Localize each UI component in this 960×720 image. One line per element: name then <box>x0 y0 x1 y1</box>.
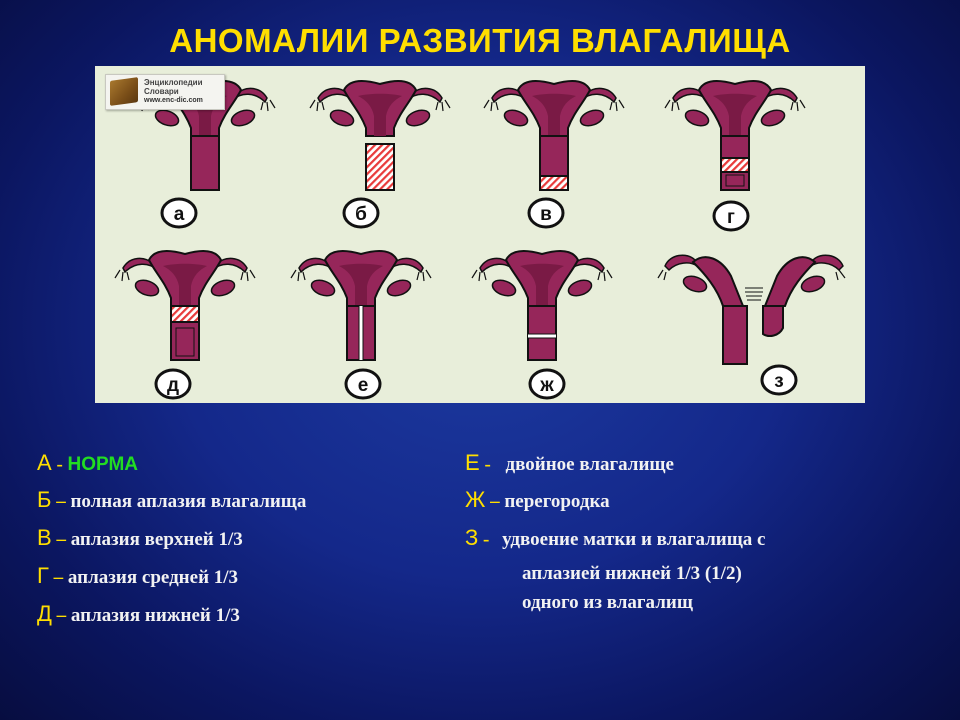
panel-label-v-text: в <box>540 204 552 225</box>
panel-label-g-text: г <box>727 207 735 228</box>
legend-item-v <box>37 525 243 551</box>
legend-letter: Г <box>37 563 49 588</box>
legend-item-e <box>465 450 674 476</box>
panel-label-z-text: з <box>774 371 784 392</box>
legend-letter: З <box>465 525 479 550</box>
watermark-line1: Энциклопедии <box>144 78 203 87</box>
panel-b-complete-aplasia <box>310 81 450 190</box>
legend-item-z <box>465 525 765 551</box>
legend-sep: - <box>56 454 63 475</box>
legend-sep: – <box>53 567 64 588</box>
legend-item-z-line3: одного из влагалищ <box>522 592 693 613</box>
slide-title: АНОМАЛИИ РАЗВИТИЯ ВЛАГАЛИЩА <box>169 22 791 59</box>
panel-g-middle-aplasia <box>665 81 805 190</box>
legend-text: перегородка <box>504 491 610 512</box>
legend-letter: Д <box>37 601 52 626</box>
legend-text: удвоение матки и влагалища с <box>502 529 766 550</box>
panel-label-e <box>346 370 380 398</box>
legend-sep: – <box>56 491 66 512</box>
watermark-line2: Словари <box>144 87 179 96</box>
legend-letter: Б <box>37 487 52 512</box>
panel-label-z <box>762 366 796 394</box>
panel-label-d <box>156 370 190 398</box>
panel-label-e-text: е <box>357 375 369 396</box>
legend-item-z-line2: аплазией нижней 1/3 (1/2) <box>522 563 742 584</box>
panel-v-upper-aplasia <box>484 81 624 190</box>
legend-letter: В <box>37 525 52 550</box>
legend-letter: Ж <box>465 487 486 512</box>
panel-label-zh-text: ж <box>540 375 554 396</box>
panel-label-a <box>162 199 196 227</box>
legend-text: полная аплазия влагалища <box>70 491 307 512</box>
panel-label-v <box>529 199 563 227</box>
anomalies-diagram <box>95 66 865 403</box>
watermark-logo <box>105 74 225 110</box>
watermark-url: www.enc-dic.com <box>144 97 203 104</box>
panel-zh-septum <box>472 251 612 360</box>
legend-item-b <box>37 487 306 513</box>
legend-letter: Е <box>465 450 480 475</box>
legend-letter: А <box>37 450 52 475</box>
legend-item-zh <box>465 487 610 513</box>
panel-label-b-text: б <box>355 204 367 225</box>
legend-sep: - <box>483 529 490 550</box>
panel-label-zh <box>530 370 564 398</box>
panel-label-g <box>714 202 748 230</box>
legend-text: аплазия средней 1/3 <box>67 567 239 588</box>
legend-sep: – <box>56 605 67 626</box>
legend-sep: - <box>484 454 491 475</box>
panel-label-a-text: а <box>173 204 185 225</box>
legend-text: двойное влагалище <box>505 454 674 475</box>
legend-item-g <box>37 563 238 589</box>
panel-z-duplication <box>658 255 845 364</box>
legend-item-d <box>37 601 240 627</box>
legend-sep: – <box>490 491 500 512</box>
legend-item-a <box>37 450 138 476</box>
panel-e-double-vagina <box>291 251 431 360</box>
panel-label-d-text: д <box>166 375 180 396</box>
legend-sep: – <box>56 529 66 550</box>
legend-text: аплазия нижней 1/3 <box>70 605 240 626</box>
legend-text: аплазия верхней 1/3 <box>70 529 243 550</box>
panel-d-lower-aplasia <box>115 251 255 360</box>
panel-label-b <box>344 199 378 227</box>
book-icon <box>110 77 138 106</box>
anomalies-figure <box>95 66 865 403</box>
legend-text: НОРМА <box>67 454 138 475</box>
